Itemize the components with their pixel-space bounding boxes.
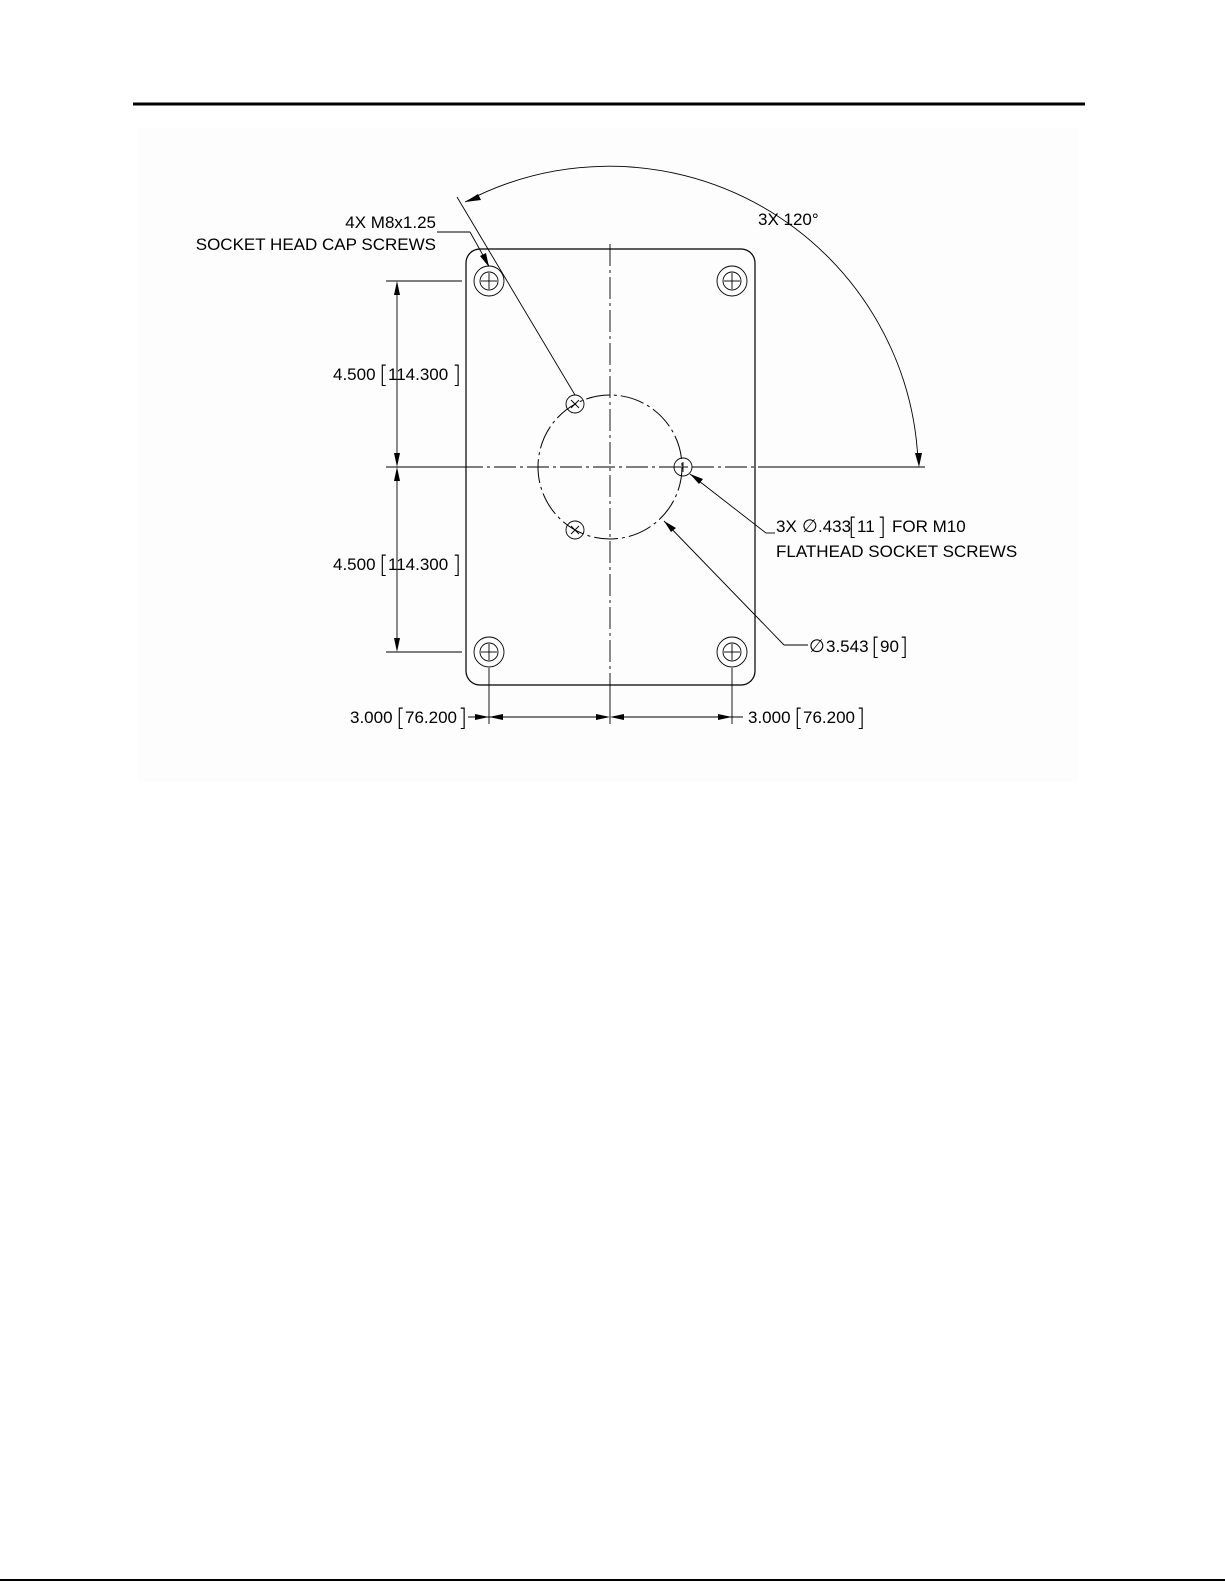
svg-text:]: ] (899, 633, 909, 661)
svg-text:114.300: 114.300 (388, 555, 449, 574)
svg-text:3.543: 3.543 (826, 637, 869, 656)
svg-text:4.500: 4.500 (333, 365, 376, 384)
svg-text:3.000: 3.000 (350, 708, 393, 727)
svg-text:76.200: 76.200 (803, 708, 855, 727)
svg-text:114.300: 114.300 (388, 365, 449, 384)
diameter-symbol: ∅ (809, 636, 825, 657)
svg-text:.433: .433 (818, 517, 852, 536)
svg-text:]: ] (877, 513, 887, 541)
svg-text:]: ] (452, 361, 462, 389)
svg-text:4.500: 4.500 (333, 555, 376, 574)
svg-text:3X: 3X (776, 517, 797, 536)
svg-text:[: [ (396, 704, 406, 732)
svg-text:11: 11 (857, 517, 875, 536)
cap-screw-callout-line1: 4X M8x1.25 (345, 213, 436, 232)
svg-text:[: [ (794, 704, 804, 732)
svg-text:[: [ (871, 633, 881, 661)
svg-text:76.200: 76.200 (405, 708, 457, 727)
diameter-symbol: ∅ (802, 516, 818, 537)
svg-text:[: [ (848, 513, 858, 541)
svg-text:3.000: 3.000 (748, 708, 791, 727)
svg-text:90: 90 (880, 637, 899, 656)
svg-text:]: ] (856, 704, 866, 732)
svg-text:]: ] (458, 704, 468, 732)
svg-text:[: [ (379, 361, 389, 389)
svg-text:FLATHEAD SOCKET SCREWS: FLATHEAD SOCKET SCREWS (776, 542, 1018, 561)
svg-text:FOR M10: FOR M10 (892, 517, 966, 536)
angle-callout: 3X 120° (758, 210, 819, 229)
svg-text:[: [ (379, 551, 389, 579)
svg-text:]: ] (452, 551, 462, 579)
cap-screw-callout-line2: SOCKET HEAD CAP SCREWS (195, 235, 436, 254)
